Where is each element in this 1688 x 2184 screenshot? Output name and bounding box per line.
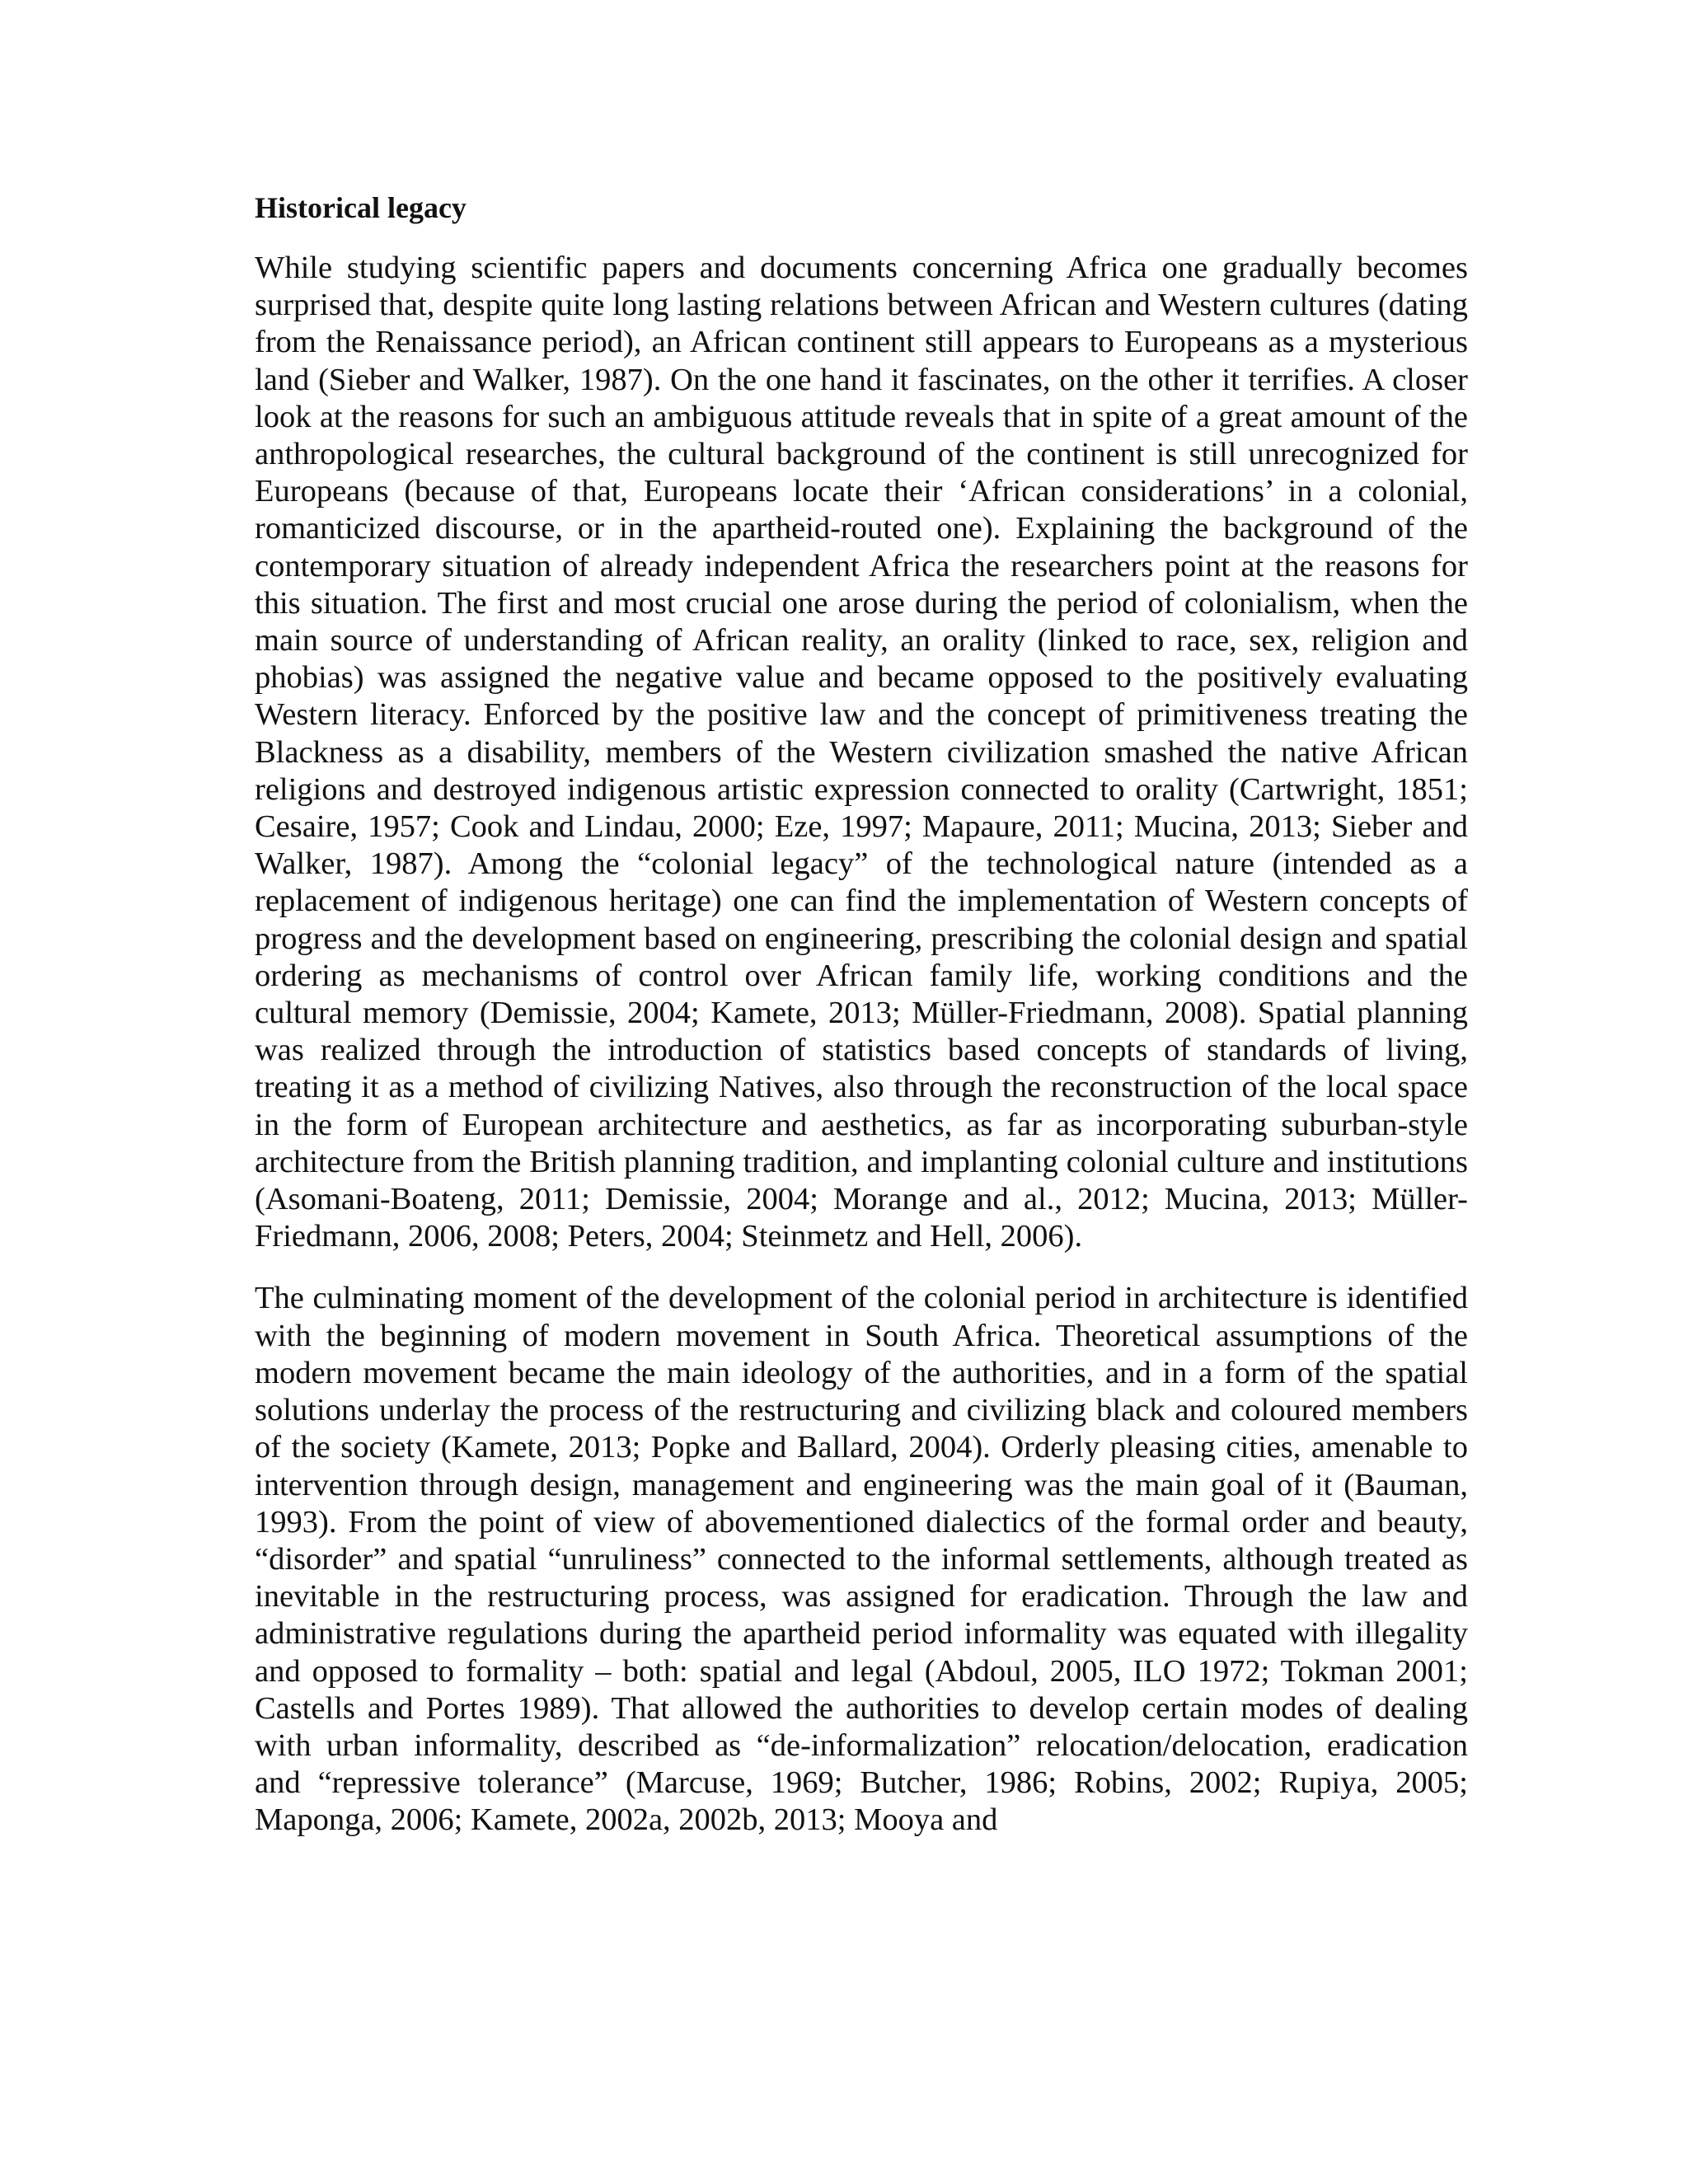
section-heading: Historical legacy — [255, 191, 467, 224]
document-page — [255, 190, 1468, 1840]
body-paragraph-1: While studying scientific papers and documents concerning Africa one gradually becomes surprised that, despite quite long lasting relations between African and Western cultures (dating from the Renaissance period), an African continent still appears to Europeans as a mysterious land (Sieber and Walker, 1987). On the one hand it fascinates, on the other it terrifies. A closer look at the reasons for such an ambiguous attitude reveals that in spite of a great amount of the anthropological researches, the cultural background of the continent is still unrecognized for Europeans (because of that, Europeans locate their ‘African considerations’ in a colonial, romanticized discourse, or in the apartheid-routed one). Explaining the background of the contemporary situation of already independent Africa the researchers point at the reasons for this situation. The first and most crucial one arose during the period of colonialism, when the main source of understanding of African reality, an orality (linked to race, sex, religion and phobias) was assigned the negative value and became opposed to the positively evaluating Western literacy. Enforced by the positive law and the concept of primitiveness treating the Blackness as a disability, members of the Western civilization smashed the native African religions and destroyed indigenous artistic expression connected to orality (Cartwright, 1851; Cesaire, 1957; Cook and Lindau, 2000; Eze, 1997; Mapaure, 2011; Mucina, 2013; Sieber and Walker, 1987). Among the “colonial legacy” of the technological nature (intended as a replacement of indigenous heritage) one can find the implementation of Western concepts of progress and the development based on engineering, prescribing the colonial design and spatial ordering as mechanisms of control over African family life, working conditions and the cultural memory (Demissie, 2004; Kamete, 2013; Müller-Friedmann, 2008). Spatial planning was realized through the introduction of statistics based concepts of standards of living, treating it as a method of civilizing Natives, also through the reconstruction of the local space in the form of European architecture and aesthetics, as far as incorporating suburban-style architecture from the British planning tradition, and implanting colonial culture and institutions (Asomani-Boateng, 2011; Demissie, 2004; Morange and al., 2012; Mucina, 2013; Müller-Friedmann, 2006, 2008; Peters, 2004; Steinmetz and Hell, 2006). — [255, 251, 1468, 1254]
body-paragraph-2: The culminating moment of the development of the colonial period in architecture is identified with the beginning of modern movement in South Africa. Theoretical assumptions of the modern movement became the main ideology of the authorities, and in a form of the spatial solutions underlay the process of the restructuring and civilizing black and coloured members of the society (Kamete, 2013; Popke and Ballard, 2004). Orderly pleasing cities, amenable to intervention through design, management and engineering was the main goal of it (Bauman, 1993). From the point of view of abovementioned dialectics of the formal order and beauty, “disorder” and spatial “unruliness” connected to the informal settlements, although treated as inevitable in the restructuring process, was assigned for eradication. Through the law and administrative regulations during the apartheid period informality was equated with illegality and opposed to formality – both: spatial and legal (Abdoul, 2005, ILO 1972; Tokman 2001; Castells and Portes 1989). That allowed the authorities to develop certain modes of dealing with urban informality, described as “de-informalization” relocation/delocation, eradication and “repressive tolerance” (Marcuse, 1969; Butcher, 1986; Robins, 2002; Rupiya, 2005; Maponga, 2006; Kamete, 2002a, 2002b, 2013; Mooya and — [255, 1281, 1468, 1838]
